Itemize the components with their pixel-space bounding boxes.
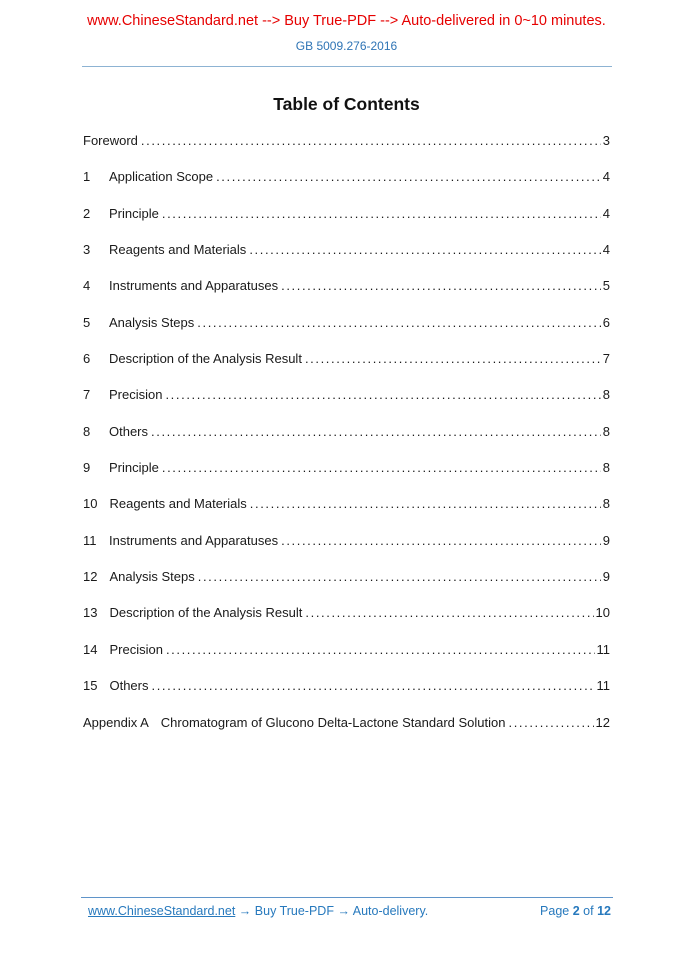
toc-entry-title: Precision (109, 387, 163, 403)
toc-entry-title: Principle (109, 460, 159, 476)
toc-leader-dots (508, 705, 593, 741)
toc-entry-page: 11 (596, 678, 610, 694)
toc-leader-dots (162, 450, 601, 486)
toc-leader-dots (216, 159, 601, 195)
toc-entry[interactable] (83, 377, 610, 413)
page-title: Table of Contents (273, 94, 420, 114)
page-label: Page (540, 904, 570, 918)
toc-entry[interactable] (83, 268, 610, 304)
toc-entry-title: Chromatogram of Glucono Delta-Lactone Standard Solution (160, 714, 506, 730)
toc-entry-number: 2 (83, 205, 91, 221)
toc-entry-title: Application Scope (109, 169, 214, 185)
toc-entry-number: 14 (83, 641, 98, 657)
page-total: 12 (597, 904, 611, 918)
toc-entry[interactable] (83, 341, 610, 377)
toc-entry-number: 10 (83, 496, 98, 512)
toc-entry[interactable] (83, 523, 610, 559)
toc-leader-dots (198, 559, 601, 595)
page-header (0, 0, 693, 67)
toc-entry-title: Foreword (83, 133, 138, 148)
toc-entry-page: 8 (602, 460, 610, 476)
toc-entry[interactable] (83, 232, 610, 268)
toc-leader-dots (165, 377, 600, 413)
toc-entry-page: 4 (602, 242, 610, 258)
toc-entry-page: 12 (595, 714, 610, 730)
toc-entry-page: 3 (602, 133, 610, 148)
toc-entry-number: 11 (83, 532, 97, 548)
toc-entry-number: Appendix A (83, 714, 149, 730)
toc-entry-page: 9 (602, 569, 610, 585)
toc-entry-page: 4 (602, 169, 610, 185)
page-current: 2 (572, 904, 580, 918)
footer-delivery-text: Auto-delivery. (352, 904, 429, 918)
footer-link[interactable]: www.ChineseStandard.net (88, 904, 236, 918)
toc-entry-title: Precision (109, 641, 163, 657)
toc-entry-title: Instruments and Apparatuses (109, 532, 279, 548)
footer-promo (81, 903, 428, 919)
page-indicator (540, 903, 613, 919)
toc-leader-dots (151, 414, 601, 450)
toc-leader-dots (162, 196, 601, 232)
toc-entry-page: 8 (602, 423, 610, 439)
toc-entry-title: Reagents and Materials (109, 496, 247, 512)
toc-entry[interactable] (83, 632, 610, 668)
toc-entry[interactable] (83, 123, 610, 159)
toc-entry-title: Others (109, 678, 149, 694)
toc-entry[interactable] (83, 450, 610, 486)
toc-entry-title: Instruments and Apparatuses (109, 278, 279, 294)
toc-entry-title: Description of the Analysis Result (109, 351, 302, 367)
toc-entry-title: Others (109, 423, 149, 439)
toc-entry[interactable] (83, 595, 610, 631)
header-divider (82, 66, 612, 67)
toc-entry-page: 11 (596, 641, 610, 657)
toc-entry[interactable] (83, 159, 610, 195)
standard-code: GB 5009.276-2016 (295, 39, 398, 53)
toc-leader-dots (151, 668, 594, 704)
toc-entry-title: Principle (109, 205, 159, 221)
toc-entry-page: 7 (602, 351, 610, 367)
toc-leader-dots (166, 632, 595, 668)
toc-entry-number: 3 (83, 242, 91, 258)
footer-buy-text: Buy True-PDF (254, 904, 334, 918)
toc-entry-page: 6 (602, 314, 610, 330)
toc-entry-number: 8 (83, 423, 91, 439)
toc-leader-dots (281, 523, 601, 559)
toc-leader-dots (197, 305, 601, 341)
toc-entry-page: 10 (595, 605, 610, 621)
toc-entry-number: 5 (83, 314, 91, 330)
toc-entry-page: 4 (602, 205, 610, 221)
toc-entry-number: 9 (83, 460, 91, 476)
toc-entry-page: 9 (602, 532, 610, 548)
table-of-contents (83, 123, 610, 741)
toc-entry-number: 12 (83, 569, 98, 585)
toc-entry-page: 5 (602, 278, 610, 294)
toc-entry-title: Analysis Steps (109, 314, 195, 330)
toc-entry[interactable] (83, 414, 610, 450)
toc-entry[interactable] (83, 559, 610, 595)
toc-leader-dots (281, 268, 601, 304)
toc-entry[interactable] (83, 668, 610, 704)
toc-leader-dots (305, 341, 601, 377)
toc-entry[interactable] (83, 705, 610, 741)
toc-entry-page: 8 (602, 387, 610, 403)
toc-leader-dots (249, 232, 600, 268)
of-label: of (583, 904, 594, 918)
toc-entry[interactable] (83, 305, 610, 341)
toc-entry-number: 7 (83, 387, 91, 403)
toc-entry-number: 15 (83, 678, 98, 694)
toc-entry-title: Reagents and Materials (109, 242, 247, 258)
toc-entry-number: 13 (83, 605, 98, 621)
right-arrow-icon: → (238, 904, 252, 918)
toc-entry-page: 8 (602, 496, 610, 512)
toc-entry-number: 6 (83, 351, 91, 367)
toc-leader-dots (141, 123, 601, 159)
toc-entry-title: Description of the Analysis Result (109, 605, 303, 621)
toc-entry[interactable] (83, 196, 610, 232)
toc-entry-number: 1 (83, 169, 91, 185)
toc-leader-dots (305, 595, 593, 631)
toc-entry[interactable] (83, 486, 610, 522)
right-arrow-icon: → (337, 904, 350, 918)
promo-link[interactable]: www.ChineseStandard.net --> Buy True-PDF --> Auto-delivered in 0~10 minutes. (87, 13, 606, 29)
toc-entry-title: Analysis Steps (109, 569, 195, 585)
toc-leader-dots (250, 486, 601, 522)
toc-entry-number: 4 (83, 278, 91, 294)
page-footer (81, 897, 613, 919)
